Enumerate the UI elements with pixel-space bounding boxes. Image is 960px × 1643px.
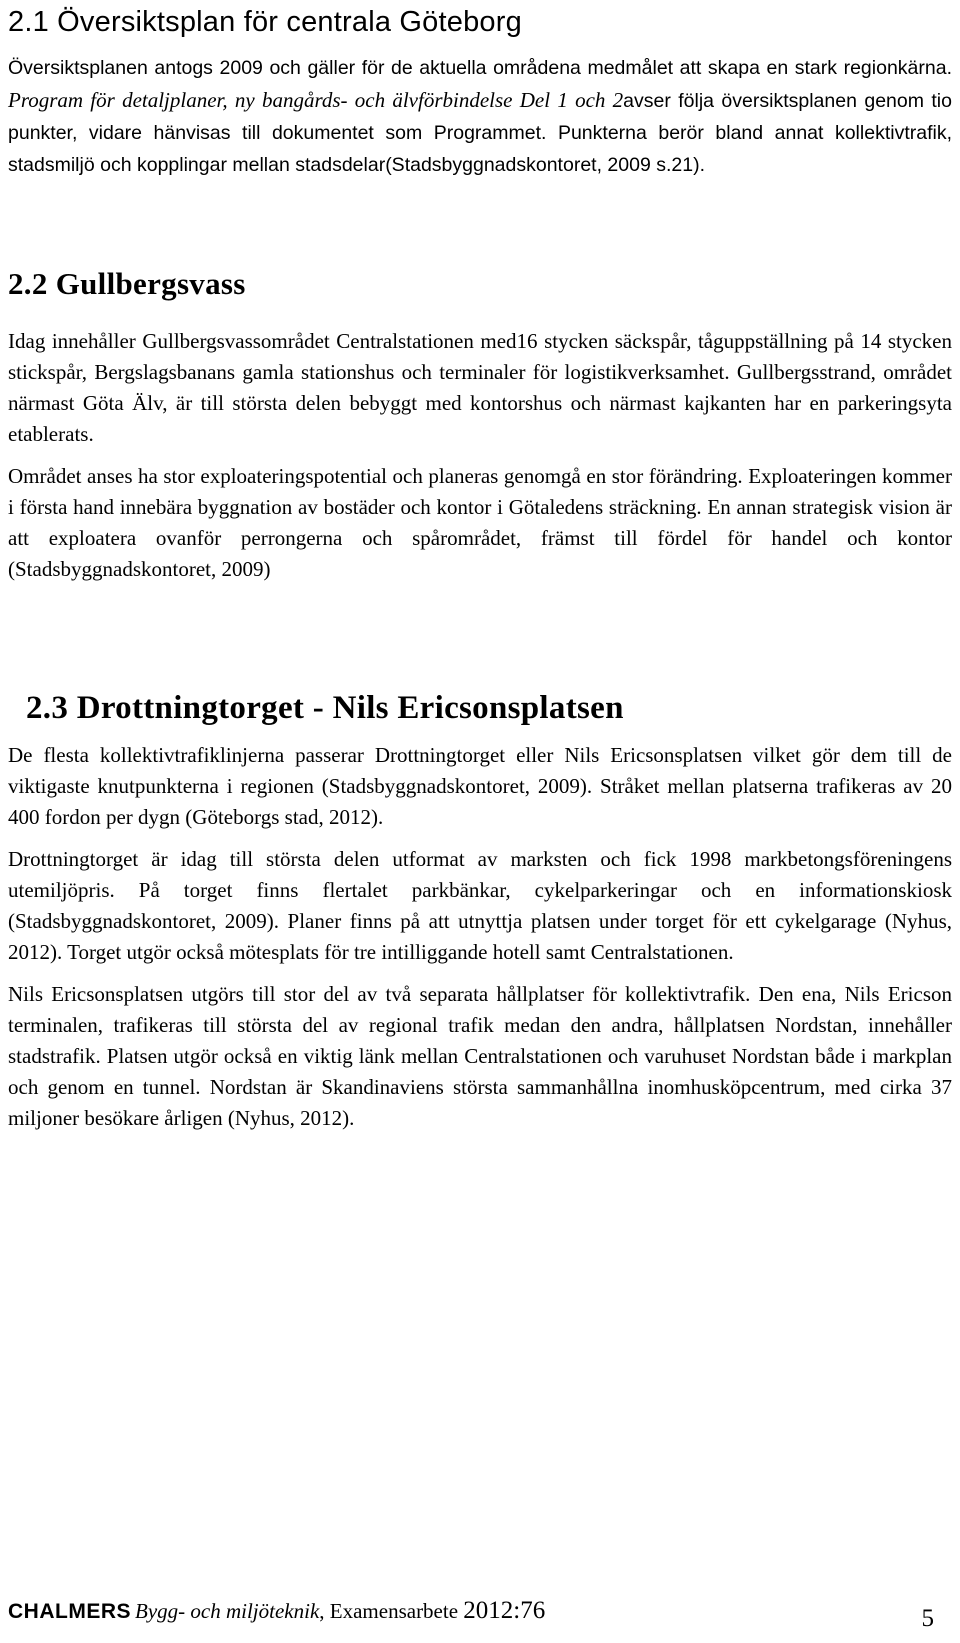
paragraph-text: avser följa översiktsplanen genom tio punkter, vidare hänvisas till dokumentet som Programmet. Punkterna berör bland annat kollektivtrafik, stadsmiljö och kopplingar mellan stadsdelar(Stadsbyggnadskontoret, 2009 s.21). (8, 90, 952, 176)
section-heading: 2.1 Översiktsplan för centrala Göteborg (8, 6, 522, 38)
footer-thesis-label: , Examensarbete (319, 1599, 464, 1623)
section-paragraph: Nils Ericsonsplatsen utgörs till stor del av två separata hållplatser för kollektivtrafik. Den ena, Nils Ericson terminalen, trafikeras till största del av regional trafik medan den andra, hållplatsen Nordstan, innehåller stadstrafik. Platsen utgör också en viktig länk mellan Centralstationen och varuhuset Nordstan både i markplan och genom en tunnel. Nordstan är Skandinaviens största sammanhållna inomhusköpcentrum, med cirka 37 miljoner besökare årligen (Nyhus, 2012). (8, 982, 952, 1130)
footer-report-number: 2012:76 (463, 1597, 546, 1624)
chalmers-brand: CHALMERS (8, 1600, 131, 1623)
section-oversiktsplan (8, 0, 952, 181)
paragraph-text: Översiktsplanen antogs 2009 och gäller för de aktuella områdena medmålet att skapa en stark regionkärna. (8, 57, 952, 79)
section-paragraph: Drottningtorget är idag till största delen utformat av marksten och fick 1998 markbetongsföreningens utemiljöpris. På torget finns flertalet parkbänkar, cykelparkeringar och en informationskiosk (Stadsbyggnadskontoret, 2009). Planer finns på att utnyttja platsen under torget för ett cykelgarage (Nyhus, 2012). Torget utgör också mötesplats för tre intilliggande hotell samt Centralstationen. (8, 847, 952, 964)
program-title-italic: Program för detaljplaner, ny bangårds- och älvförbindelse Del 1 och 2 (8, 88, 624, 112)
section-drottningtorget (8, 684, 952, 1134)
section-gullbergsvass (8, 262, 952, 585)
section-paragraph: Idag innehåller Gullbergsvassområdet Centralstationen med16 stycken säckspår, tåguppställning på 14 stycken stickspår, Bergslagsbanans gamla stationshus och terminaler för logistikverksamhet. Gullbergsstrand, området närmast Göta Älv, är till största delen bebyggt med kontorshus och närmast kajkanten har en parkeringsyta etablerats. (8, 329, 952, 446)
section-heading: 2.3 Drottningtorget - Nils Ericsonsplatsen (26, 690, 624, 726)
footer-department: Bygg- och miljöteknik (135, 1599, 320, 1623)
section-paragraph (8, 52, 952, 181)
page-number: 5 (921, 1605, 934, 1632)
section-heading: 2.2 Gullbergsvass (8, 266, 246, 301)
section-paragraph: Området anses ha stor exploateringspotential och planeras genomgå en stor förändring. Exploateringen kommer i första hand innebära byggnation av bostäder och kontor i Götaledens sträckning. En annan strategisk vision är att exploatera ovanför perrongerna och spårområdet, främst till fördel för handel och kontor (Stadsbyggnadskontoret, 2009) (8, 464, 952, 581)
footer-citation (8, 1597, 545, 1625)
page-footer (8, 1595, 952, 1635)
section-paragraph: De flesta kollektivtrafiklinjerna passerar Drottningtorget eller Nils Ericsonsplatsen vilket gör dem till de viktigaste knutpunkterna i regionen (Stadsbyggnadskontoret, 2009). Stråket mellan platserna trafikeras av 20 400 fordon per dygn (Göteborgs stad, 2012). (8, 743, 952, 829)
